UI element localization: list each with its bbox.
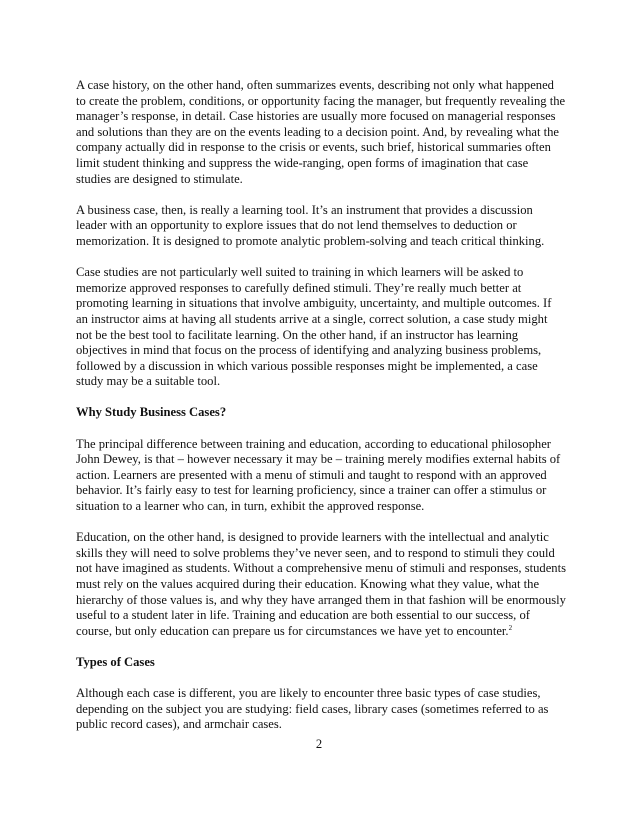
footnote-marker: 2: [508, 623, 513, 632]
paragraph-education: [76, 530, 566, 639]
paragraph-business-case: A business case, then, is really a learning tool. It’s an instrument that provides a discussion leader with an opportunity to explore issues that do not lend themselves to deduction or memorization. It is designed to promote analytic problem-solving and teach critical thinking.: [76, 202, 545, 248]
page-number: 2: [315, 737, 323, 751]
paragraph-case-studies-training: Case studies are not particularly well suited to training in which learners will be asked to memorize approved responses to carefully defined stimuli. They’re really much better at promoting learning in situations that involve ambiguity, uncertainty, and multiple outcomes. If an instructor aims at having all students arrive at a single, correct solution, a case study might not be the best tool to facilitate learning. On the other hand, if an instructor has learning objectives in mind that focus on the process of identifying and analyzing business problems, followed by a discussion in which various possible responses might be implemented, a case study may be a suitable tool.: [76, 265, 552, 389]
paragraph-case-history: A case history, on the other hand, often summarizes events, describing not only what happened to create the problem, conditions, or opportunity facing the manager, but frequently revealing the manager’s response, in detail. Case histories are usually more focused on managerial responses and solutions than they are on the events leading to a decision point. And, by revealing what the company actually did in response to the crisis or events, such brief, historical summaries often limit student thinking and suppress the wide-ranging, open forms of imagination that case studies are designed to stimulate.: [76, 78, 566, 186]
page-body: [76, 78, 566, 749]
paragraph-dewey: The principal difference between training and education, according to educational philosopher John Dewey, is that – however necessary it may be – training merely modifies external habits of action. Learners are presented with a menu of stimuli and taught to respond with an approved behavior. It’s fairly easy to test for learning proficiency, since a trainer can offer a stimulus or situation to a learner who can, in turn, exhibit the approved response.: [76, 436, 561, 514]
paragraph-types-of-cases: Although each case is different, you are likely to encounter three basic types of case studies, depending on the subject you are studying: field cases, library cases (sometimes referred to as public record cases), and armchair cases.: [76, 686, 549, 732]
paragraph-education-text: Education, on the other hand, is designed to provide learners with the intellectual and analytic skills they will need to solve problems they’ve never seen, and to respond to stimuli they could not have imagined as students. Without a comprehensive menu of stimuli and responses, students must rely on the values acquired during their education. Knowing what they value, what the hierarchy of those values is, and why they have arranged them in that fashion will be enormously useful to a student later in life. Training and education are both essential to our success, of course, but only education can prepare us for circumstances we have yet to encounter.: [76, 530, 566, 638]
section-heading-why-study: Why Study Business Cases?: [76, 405, 227, 420]
section-heading-types-of-cases: Types of Cases: [76, 654, 155, 669]
